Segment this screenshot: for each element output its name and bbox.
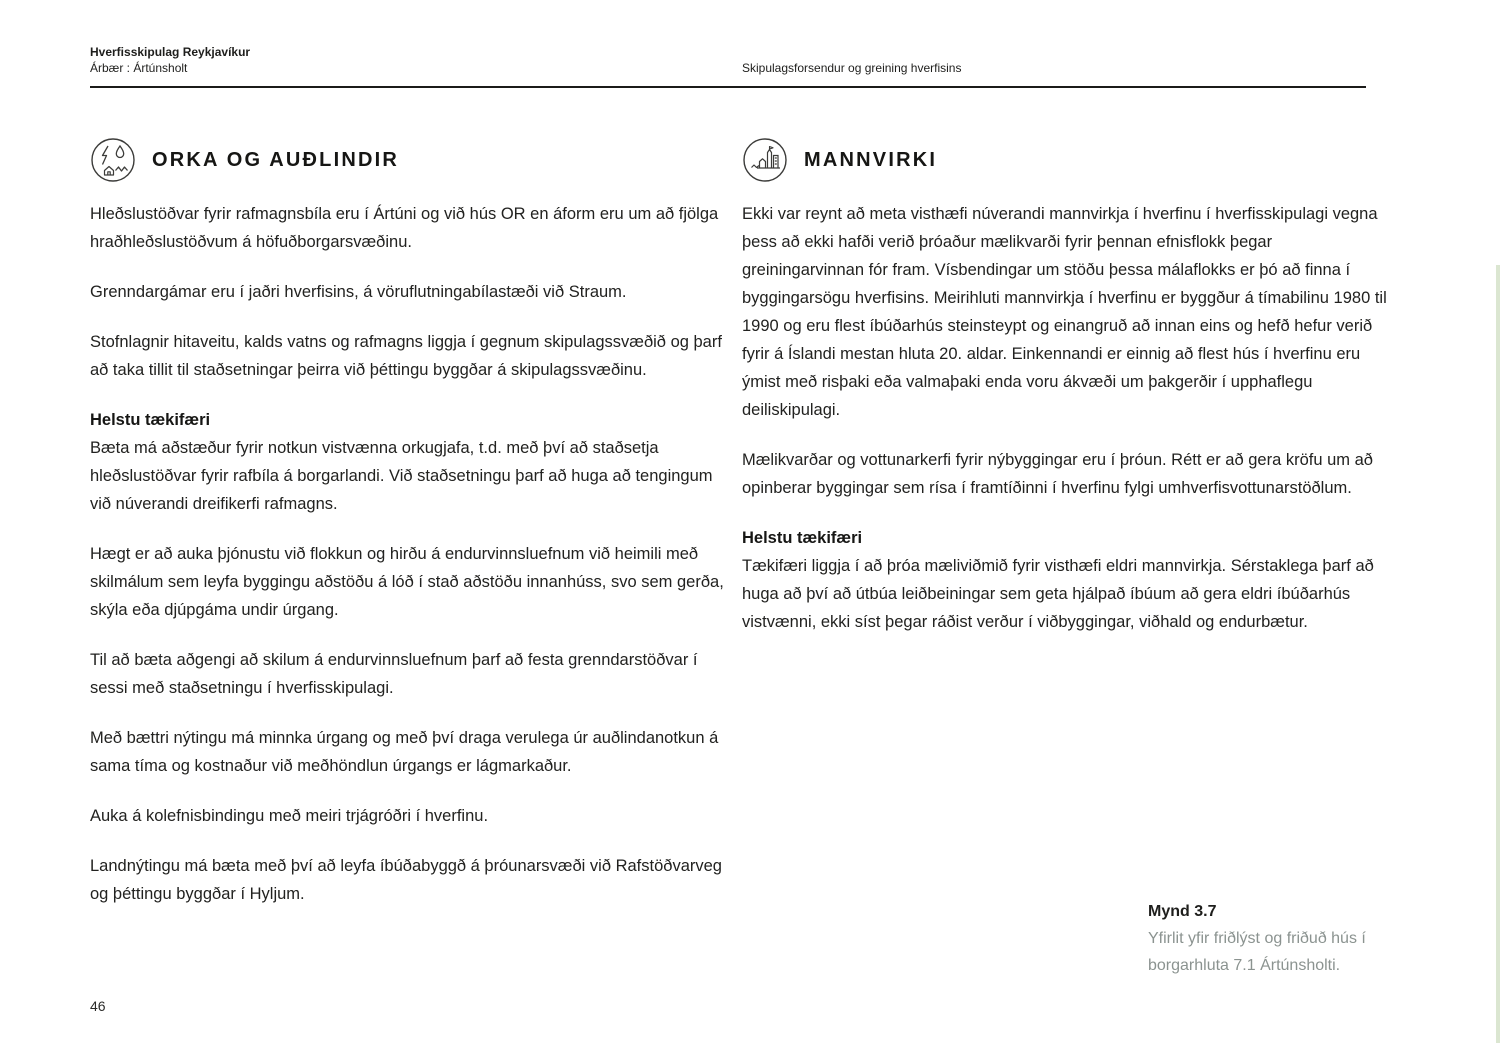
- paragraph: Grenndargámar eru í jaðri hverfisins, á vöruflutningabílastæði við Straum.: [90, 283, 627, 301]
- paragraph: Bæta má aðstæður fyrir notkun vistvænna orkugjafa, t.d. með því að staðsetja hleðslustöðvar fyrir rafbíla á borgarlandi. Við staðsetningu þarf að huga að tengingum við núverandi dreifikerfi rafmagns.: [90, 439, 713, 513]
- right-subheading: Helstu tækifæri: [742, 529, 863, 547]
- left-section-title: ORKA OG AUÐLINDIR: [152, 148, 400, 171]
- left-section-header: [90, 137, 735, 183]
- figure-caption-label: Mynd 3.7: [1148, 903, 1217, 920]
- right-section-header: [742, 137, 1394, 183]
- energy-resources-icon: [90, 137, 136, 183]
- right-section-title: MANNVIRKI: [804, 148, 938, 171]
- left-subheading: Helstu tækifæri: [90, 411, 211, 429]
- left-column: [90, 137, 735, 930]
- figure-caption-text: Yfirlit yfir friðlýst og friðuð hús í borgarhluta 7.1 Ártúnsholti.: [1148, 930, 1366, 974]
- chapter-title: Skipulagsforsendur og greining hverfisins: [742, 61, 962, 75]
- paragraph: Til að bæta aðgengi að skilum á endurvinnsluefnum þarf að festa grenndarstöðvar í sessi með staðsetningu í hverfisskipulagi.: [90, 651, 698, 697]
- figure-caption: [1148, 898, 1420, 979]
- paragraph: Hægt er að auka þjónustu við flokkun og hirðu á endurvinnsluefnum við heimili með skilmálum sem leyfa byggingu aðstöðu á lóð í stað aðstöðu innanhúss, svo sem gerða, skýla eða djúpgáma undir úrgang.: [90, 545, 724, 619]
- paragraph: Ekki var reynt að meta visthæfi núverandi mannvirkja í hverfinu í hverfisskipulagi vegna þess að ekki hafði verið þróaður mælikvarði fyrir þennan efnisflokk þegar greiningarvinnan fór fram. Vísbendingar um stöðu þessa málaflokks er þó að finna í byggingarsögu hverfisins. Meirihluti mannvirkja í hverfinu er byggður á tímabilinu 1980 til 1990 og eru flest íbúðarhús steinsteypt og einangruð að innan eins og hefð hefur verið fyrir á Íslandi mestan hluta 20. aldar. Einkennandi er einnig að flest hús í hverfinu eru ýmist með risþaki eða valmaþaki enda voru ákvæði um þakgerðir í upphaflegu deiliskipulagi.: [742, 205, 1387, 419]
- document-title: Hverfisskipulag Reykjavíkur: [90, 45, 251, 59]
- page-header-left: [90, 44, 250, 76]
- next-page-edge: [1496, 265, 1500, 1043]
- paragraph: Stofnlagnir hitaveitu, kalds vatns og rafmagns liggja í gegnum skipulagssvæðið og þarf að taka tillit til staðsetningar þeirra við þéttingu byggðar á skipulagssvæðinu.: [90, 333, 722, 379]
- page-number: 46: [90, 998, 106, 1014]
- paragraph: Auka á kolefnisbindingu með meiri trjágróðri í hverfinu.: [90, 807, 489, 825]
- document-subtitle: Árbær : Ártúnsholt: [90, 61, 188, 75]
- paragraph: Landnýtingu má bæta með því að leyfa íbúðabyggð á þróunarsvæði við Rafstöðvarveg og þéttingu byggðar í Hyljum.: [90, 857, 722, 903]
- header-divider: [90, 86, 1366, 88]
- paragraph: Hleðslustöðvar fyrir rafmagnsbíla eru í Ártúni og við hús OR en áform eru um að fjölga hraðhleðslustöðvum á höfuðborgarsvæðinu.: [90, 205, 719, 251]
- buildings-icon: [742, 137, 788, 183]
- right-column: [742, 137, 1394, 658]
- paragraph: Með bættri nýtingu má minnka úrgang og með því draga verulega úr auðlindanotkun á sama tíma og kostnaður við meðhöndlun úrgangs er lágmarkaður.: [90, 729, 719, 775]
- paragraph: Tækifæri liggja í að þróa mæliviðmið fyrir visthæfi eldri mannvirkja. Sérstaklega þarf að huga að því að útbúa leiðbeiningar sem geta hjálpað íbúum að gera eldri íbúðarhús vistvænni, ekki síst þegar ráðist verður í viðbyggingar, viðhald og endurbætur.: [742, 557, 1374, 631]
- paragraph: Mælikvarðar og vottunarkerfi fyrir nýbyggingar eru í þróun. Rétt er að gera kröfu um að opinberar byggingar sem rísa í framtíðinni í hverfinu fylgi umhverfisvottunarstöðlum.: [742, 451, 1373, 497]
